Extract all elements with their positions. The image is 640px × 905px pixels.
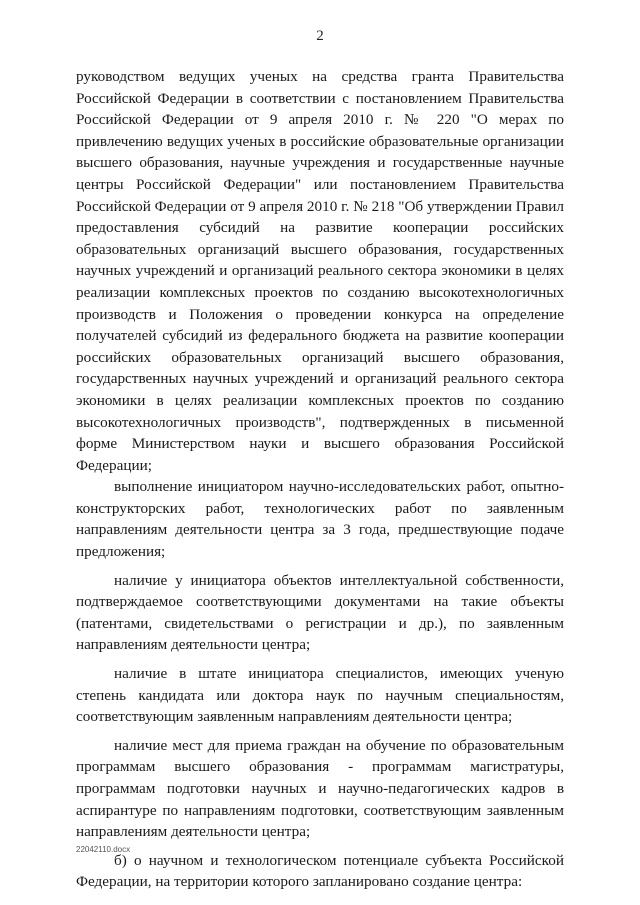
- paragraph-subject-potential: б) о научном и технологическом потенциале субъекта Российской Федерации, на территории которого запланировано создание центра:: [76, 851, 564, 891]
- paragraph-continuation: руководством ведущих ученых на средства гранта Правительства Российской Федерации в соответствии с постановлением Правительства Российской Федерации от 9 апреля 2010 г. № 220 "О мерах по привлечению ведущих ученых в российские образовательные организации высшего образования, научные учреждения и государственные научные центры Российской Федерации" или постановлением Правительства Российской Федерации от 9 апреля 2010 г. № 218 "Об утверждении Правил предоставления субсидий на развитие кооперации российских образовательных организаций высшего образования, государственных научных учреждений и организаций реального сектора экономики в целях реализации комплексных проектов по созданию высокотехнологичных производств и Положения о проведении конкурса на определение получателей субсидий из федерального бюджета на развитие кооперации российских образовательных организаций высшего образования, государственных научных учреждений и организаций реального сектора экономики в целях реализации комплексных проектов по созданию высокотехнологичных производств", подтвержденных в письменной форме Министерством науки и высшего образования Российской Федерации;: [76, 68, 564, 474]
- paragraph-education-places: наличие мест для приема граждан на обучение по образовательным программам высшего образования - программам магистратуры, программам подготовки научных и научно-педагогических кадров в аспирантуре по направлениям подготовки, соответствующим заявленным направлениям деятельности центра;: [76, 736, 564, 841]
- file-reference: 22042110.docx: [76, 845, 131, 854]
- page-number: 2: [316, 28, 324, 44]
- paragraph-specialists: наличие в штате инициатора специалистов, имеющих ученую степень кандидата или доктора наук по научным специальностям, соответствующим заявленным направлениям деятельности центра;: [76, 665, 564, 726]
- document-body: [76, 66, 564, 893]
- paragraph-research-works: выполнение инициатором научно-исследовательских работ, опытно-конструкторских работ, технологических работ по заявленным направлениям деятельности центра за 3 года, предшествующие подаче предложения;: [76, 478, 564, 561]
- paragraph-intellectual-property: наличие у инициатора объектов интеллектуальной собственности, подтверждаемое соответствующими документами на такие объекты (патентами, свидетельствами о регистрации и др.), по заявленным направлениям деятельности центра;: [76, 571, 564, 654]
